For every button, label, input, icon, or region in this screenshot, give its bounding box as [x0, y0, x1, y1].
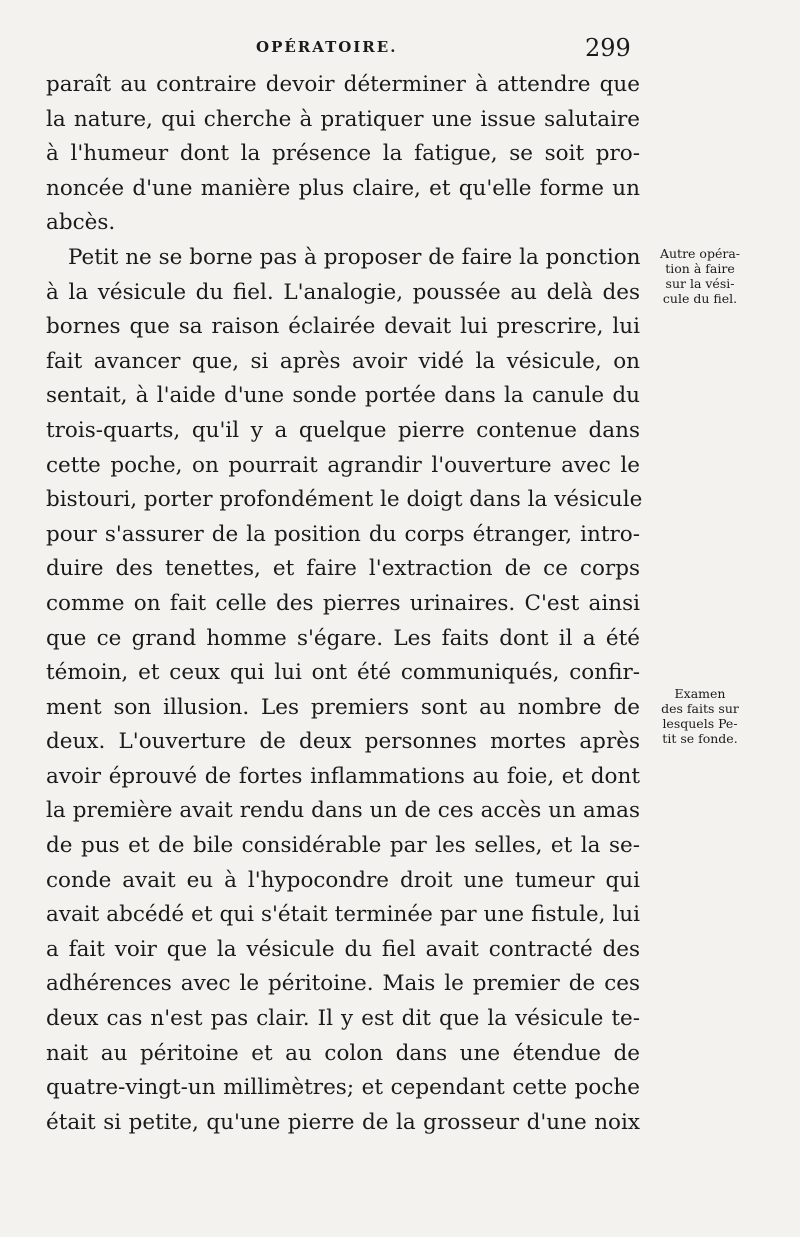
page-number: 299: [585, 34, 631, 62]
margin-note-line: lesquels Pe-: [662, 716, 738, 731]
text-line: bistouri, porter profondément le doigt dans la vésicule: [46, 487, 643, 513]
text-line: conde avait eu à l'hypocondre droit une tumeur qui: [46, 867, 640, 893]
text-line: sentait, à l'aide d'une sonde portée dans la canule du: [46, 383, 640, 409]
text-line: pour s'assurer de la position du corps étranger, intro-: [46, 521, 640, 547]
margin-note-line: des faits sur: [661, 701, 739, 716]
text-line: fait avancer que, si après avoir vidé la vésicule, on: [46, 348, 640, 374]
text-line: témoin, et ceux qui lui ont été communiqués, confir-: [46, 660, 640, 686]
text-line: la première avait rendu dans un de ces accès un amas: [46, 798, 640, 824]
text-line: la nature, qui cherche à pratiquer une issue salutaire: [46, 106, 640, 132]
margin-note-line: Autre opéra-: [659, 246, 741, 261]
text-line: deux. L'ouverture de deux personnes mortes après: [46, 729, 640, 755]
text-line: quatre-vingt-un millimètres; et cependant cette poche: [46, 1075, 640, 1101]
margin-note-line: Examen: [674, 686, 726, 701]
text-line: duire des tenettes, et faire l'extraction de ce corps: [46, 556, 640, 582]
text-line: bornes que sa raison éclairée devait lui prescrire, lui: [46, 314, 640, 340]
text-line: avoir éprouvé de fortes inflammations au foie, et dont: [46, 763, 640, 789]
text-line: de pus et de bile considérable par les selles, et la se-: [46, 833, 640, 859]
text-line: a fait voir que la vésicule du fiel avait contracté des: [46, 936, 640, 962]
text-line: trois-quarts, qu'il y a quelque pierre contenue dans: [46, 417, 640, 443]
margin-note-line: cule du fiel.: [662, 291, 738, 306]
text-line: que ce grand homme s'égare. Les faits dont il a été: [46, 625, 640, 651]
text-line: Petit ne se borne pas à proposer de faire la ponction: [68, 244, 641, 270]
margin-note-examen: [640, 686, 760, 746]
text-line: adhérences avec le péritoine. Mais le premier de ces: [46, 971, 640, 997]
margin-note-line: sur la vési-: [665, 276, 735, 291]
margin-note-line: tit se fonde.: [662, 731, 738, 746]
text-line: ment son illusion. Les premiers sont au nombre de: [46, 694, 640, 720]
body-text: [46, 68, 643, 1140]
text-line: abcès.: [46, 210, 116, 236]
page-header: [0, 34, 800, 64]
text-line: à la vésicule du fiel. L'analogie, poussée au delà des: [46, 279, 640, 305]
text-line: à l'humeur dont la présence la fatigue, se soit pro-: [46, 141, 640, 167]
text-line: était si petite, qu'une pierre de la grosseur d'une noix: [46, 1109, 640, 1135]
text-line: comme on fait celle des pierres urinaires. C'est ainsi: [46, 590, 640, 616]
text-line: paraît au contraire devoir déterminer à attendre que: [46, 72, 640, 97]
margin-note-autre-operation: [640, 246, 760, 306]
text-line: deux cas n'est pas clair. Il y est dit que la vésicule te-: [46, 1006, 640, 1032]
text-line: avait abcédé et qui s'était terminée par une fistule, lui: [46, 902, 640, 928]
running-title: OPÉRATOIRE.: [256, 38, 398, 56]
text-line: nait au péritoine et au colon dans une étendue de: [46, 1040, 640, 1066]
text-line: noncée d'une manière plus claire, et qu'elle forme un: [46, 175, 640, 201]
margin-note-line: tion à faire: [665, 261, 735, 276]
text-line: cette poche, on pourrait agrandir l'ouverture avec le: [46, 452, 640, 478]
